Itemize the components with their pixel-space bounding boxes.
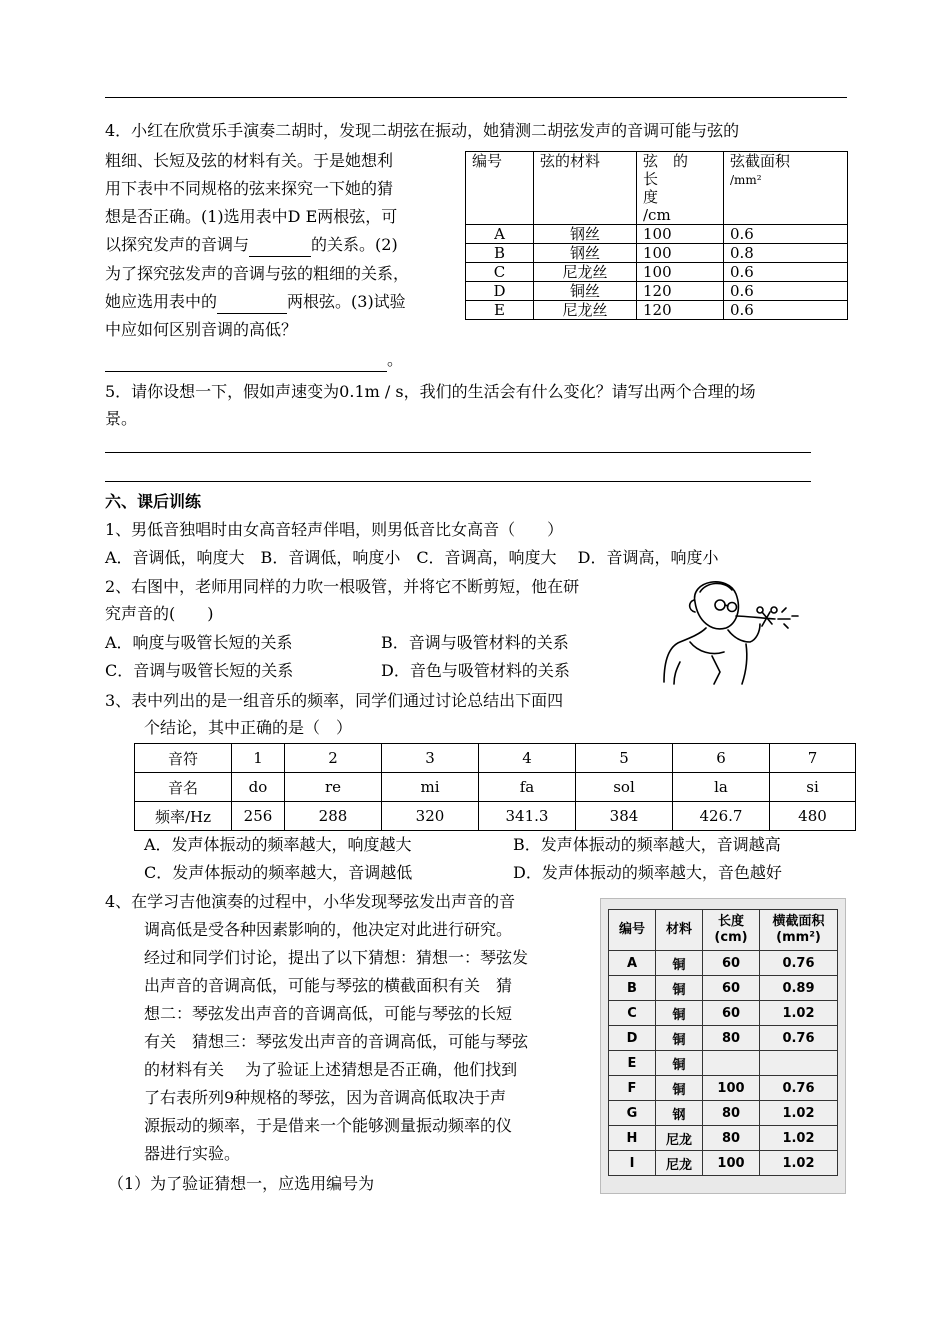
answer-blank-2[interactable] (217, 295, 287, 314)
q4-q2a: 为了探究弦发声的音调与弦的粗细的关系， (105, 264, 410, 283)
p1-stem: 1、男低音独唱时由女高音轻声伴唱，则男低音比女高音（ ） (105, 520, 564, 539)
p3-option-b: B．发声体振动的频率越大，音调越高 (513, 835, 781, 854)
p3-stem2: 个结论，其中正确的是（ ） (144, 718, 353, 737)
p3-option-a: A．发声体振动的频率越大，响度越大 (144, 835, 412, 854)
p4-line9: 源振动的频率，于是借来一个能够测量振动频率的仪 (144, 1116, 513, 1135)
p2-option-c: C．音调与吸管长短的关系 (105, 661, 294, 680)
p2-option-a: A．响度与吸管长短的关系 (105, 633, 293, 652)
header-length: 弦 的 长 度 /cm (637, 152, 724, 225)
header-material: 弦的材料 (534, 152, 637, 225)
table-row: E 尼龙丝 120 0.6 (466, 301, 848, 320)
table-row: D 铜丝 120 0.6 (466, 282, 848, 301)
p4-line3: 经过和同学们讨论，提出了以下猜想：猜想一：琴弦发 (144, 948, 529, 967)
q4-left-line3: 想是否正确。(1)选用表中D E两根弦，可 (105, 207, 398, 226)
p4-sub1: （1）为了验证猜想一，应选用编号为 (108, 1174, 375, 1193)
p4-line10: 器进行实验。 (144, 1144, 241, 1163)
p3-stem1: 3、表中列出的是一组音乐的频率，同学们通过讨论总结出下面四 (105, 691, 564, 710)
table-row: B 钢丝 100 0.8 (466, 244, 848, 263)
q4-line1: 4．小红在欣赏乐手演奏二胡时，发现二胡弦在振动，她猜测二胡弦发声的音调可能与弦的 (105, 121, 740, 140)
teacher-straw-illustration (650, 572, 820, 687)
p4-line8: 了右表所列9种规格的琴弦，因为音调高低取决于声 (144, 1088, 507, 1107)
string-spec-table (465, 151, 848, 320)
p2-option-d: D．音色与吸管材料的关系 (381, 661, 570, 680)
p3-option-d: D．发声体振动的频率越大，音色越好 (513, 863, 782, 882)
p4-line7: 的材料有关 为了验证上述猜想是否正确，他们找到 (144, 1060, 518, 1079)
table-row: E 铜 (609, 1051, 838, 1076)
answer-line-2[interactable] (105, 481, 811, 482)
q4-left-line1: 粗细、长短及弦的材料有关。于是她想利 (105, 151, 394, 170)
p4-line2: 调高低是受各种因素影响的，他决定对此进行研究。 (144, 920, 513, 939)
q5-line1: 5．请你设想一下，假如声速变为0.1m / s，我们的生活会有什么变化？请写出两个合理的场 (105, 382, 756, 401)
p2-option-b: B．音调与吸管材料的关系 (381, 633, 569, 652)
answer-blank-1[interactable] (249, 238, 311, 257)
p4-line6: 有关 猜想三：琴弦发出声音的音调高低，可能与琴弦 (144, 1032, 529, 1051)
table-header-row: 编号 材料 长度 (cm) 横截面积 (mm²) (609, 910, 838, 951)
table-row: G 钢 80 1.02 (609, 1101, 838, 1126)
table-row: B 铜 60 0.89 (609, 976, 838, 1001)
p1-options: A．音调低，响度大 B．音调低，响度小 C．音调高，响度大 D．音调高，响度小 (105, 548, 719, 567)
table-row: I 尼龙 100 1.02 (609, 1151, 838, 1176)
q4-blank1-line (105, 233, 398, 257)
table-row: 音符 1 2 3 4 5 6 7 (135, 744, 856, 773)
q4-q3: 中应如何区别音调的高低？ (105, 320, 298, 339)
p2-stem1: 2、右图中，老师用同样的力吹一根吸管，并将它不断剪短，他在研 (105, 577, 580, 596)
p4-line4: 出声音的音调高低，可能与琴弦的横截面积有关 猜 (144, 976, 513, 995)
p3-option-c: C．发声体振动的频率越大，音调越低 (144, 863, 413, 882)
p4-line1: 4、在学习吉他演奏的过程中，小华发现琴弦发出声音的音 (105, 892, 516, 911)
table-row: F 铜 100 0.76 (609, 1076, 838, 1101)
q4-answer-end: 。 (387, 350, 404, 369)
table-header-row (466, 152, 848, 225)
q4-blank2-post: 两根弦。(3)试验 (287, 292, 406, 311)
q4-blank2-line (105, 290, 406, 314)
header-area: 弦截面积 /mm² (724, 152, 848, 225)
frequency-table (134, 743, 856, 831)
q4-blank1-post: 的关系。(2) (311, 235, 398, 254)
table-row: 频率/Hz 256 288 320 341.3 384 426.7 480 (135, 802, 856, 831)
q5-line2: 景。 (105, 409, 138, 428)
table-row: A 钢丝 100 0.6 (466, 225, 848, 244)
section-title: 六、课后训练 (105, 492, 202, 511)
top-rule (105, 97, 847, 98)
q4-blank1-pre: 以探究发声的音调与 (105, 235, 250, 254)
table-row: C 铜 60 1.02 (609, 1001, 838, 1026)
q4-answer-line (105, 348, 403, 372)
p4-line5: 想二：琴弦发出声音的音调高低，可能与琴弦的长短 (144, 1004, 513, 1023)
table-row: A 铜 60 0.76 (609, 951, 838, 976)
table-row: C 尼龙丝 100 0.6 (466, 263, 848, 282)
p2-stem2: 究声音的( ) (105, 604, 214, 623)
q4-left-line2: 用下表中不同规格的弦来探究一下她的猜 (105, 179, 394, 198)
answer-blank-3[interactable] (105, 353, 387, 372)
answer-line-1[interactable] (105, 452, 811, 453)
table-row: D 铜 80 0.76 (609, 1026, 838, 1051)
header-id: 编号 (466, 152, 534, 225)
q4-blank2-pre: 她应选用表中的 (105, 292, 218, 311)
table-row: 音名 do re mi fa sol la si (135, 773, 856, 802)
table-row: H 尼龙 80 1.02 (609, 1126, 838, 1151)
guitar-string-table-image (600, 898, 846, 1194)
